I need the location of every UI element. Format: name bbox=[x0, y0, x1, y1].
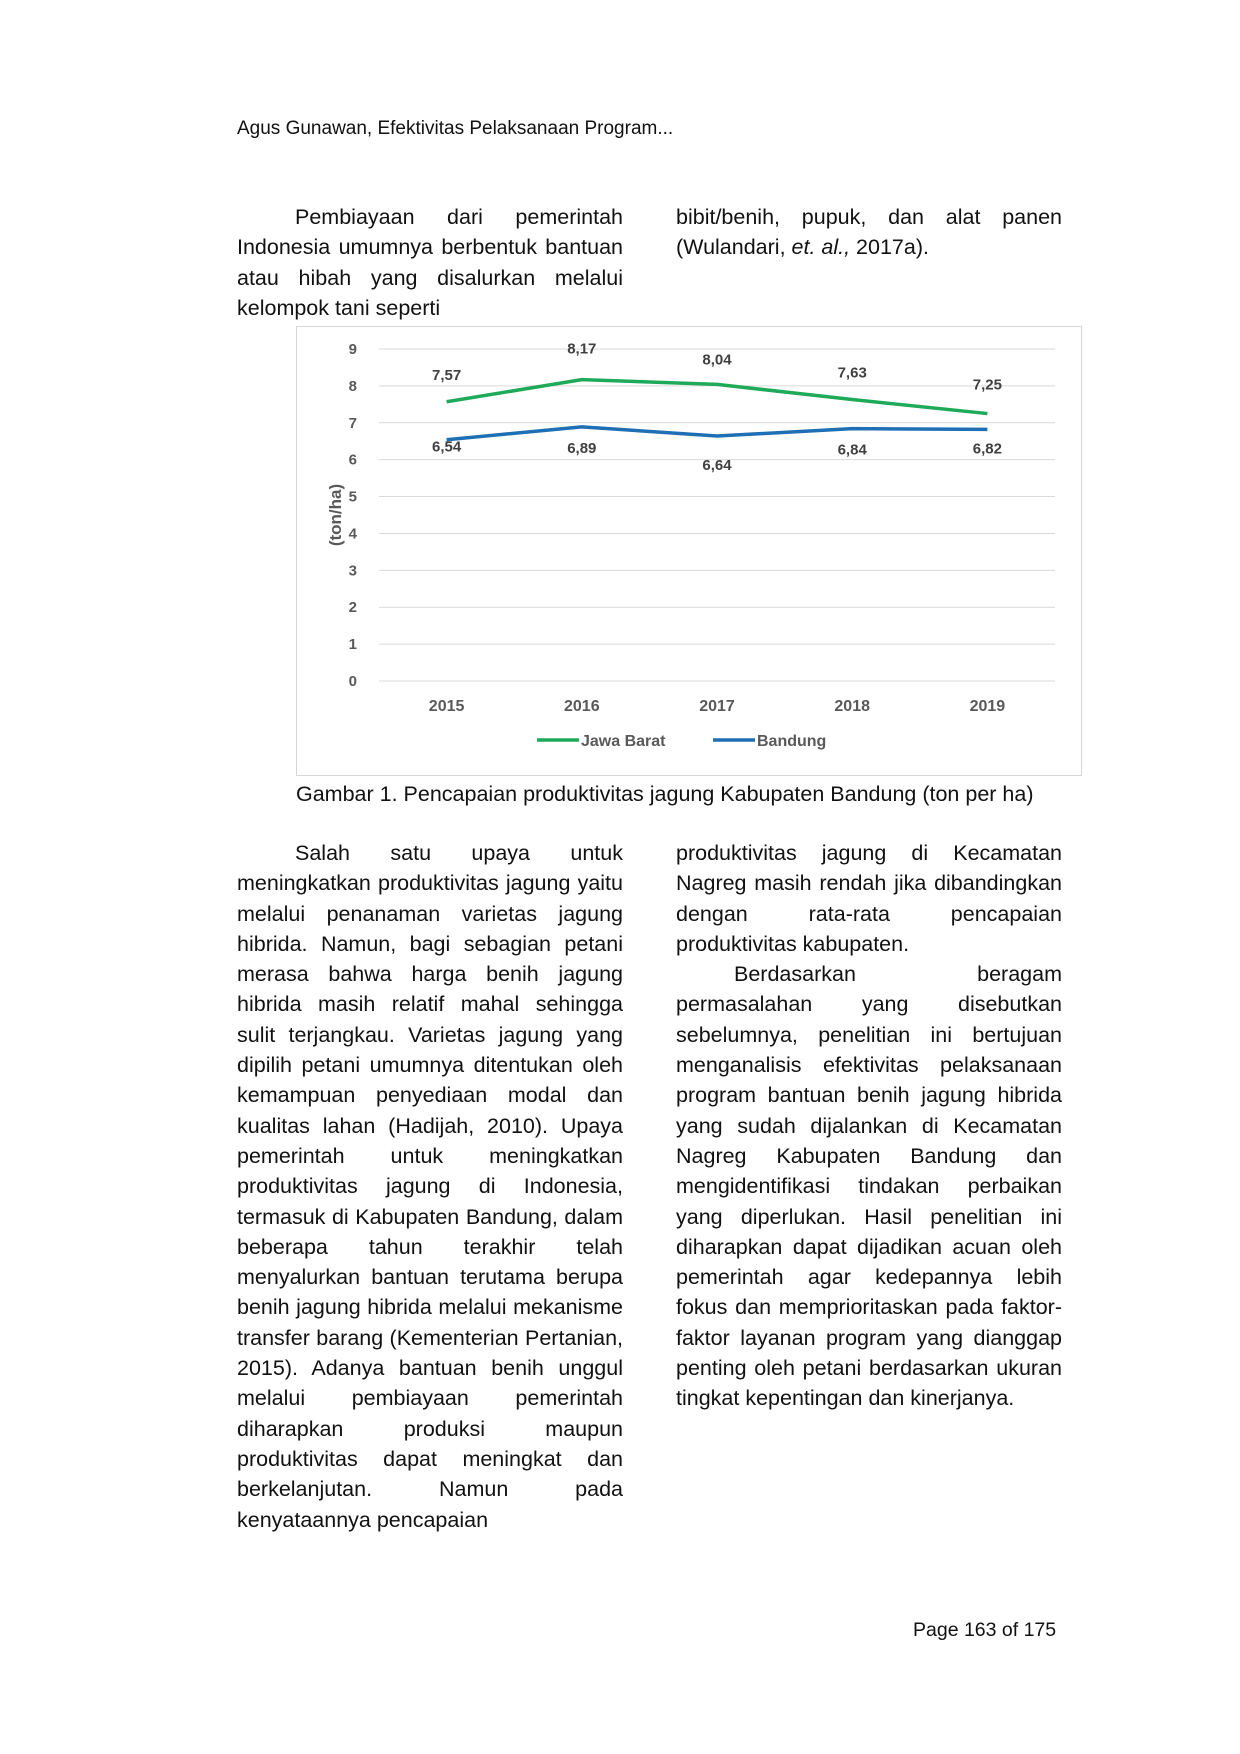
y-tick-label: 6 bbox=[348, 451, 357, 469]
y-tick-label: 2 bbox=[348, 599, 357, 617]
data-label: 7,57 bbox=[431, 366, 462, 384]
running-header: Agus Gunawan, Efektivitas Pelaksanaan Program... bbox=[237, 118, 674, 139]
data-label: 6,89 bbox=[567, 439, 597, 457]
italic-text: et. al., bbox=[791, 235, 851, 260]
figure-chart bbox=[296, 326, 1082, 776]
data-label: 6,64 bbox=[702, 457, 732, 475]
page-number: Page 163 of 175 bbox=[913, 1619, 1057, 1641]
y-tick-label: 7 bbox=[348, 414, 357, 432]
paragraph: Berdasarkan beragam permasalahan yang disebutkan sebelumnya, penelitian ini bertujuan menganalisis efektivitas pelaksanaan program bantuan benih jagung hibrida yang sudah dijalankan di Kecamatan Nagreg Kabupaten Bandung dan mengidentifikasi tindakan perbaikan yang diperlukan. Hasil penelitian ini diharapkan dapat dijadikan acuan oleh pemerintah agar kedepannya lebih fokus dan memprioritaskan pada faktor-faktor layanan program yang dianggap penting oleh petani berdasarkan ukuran tingkat kepentingan dan kinerjanya. bbox=[676, 962, 1062, 1411]
y-axis-label: (ton/ha) bbox=[326, 483, 345, 547]
y-tick-label: 1 bbox=[348, 636, 357, 654]
data-label: 7,25 bbox=[972, 376, 1003, 394]
paragraph: Pembiayaan dari pemerintah Indonesia umumnya berbentuk bantuan atau hibah yang disalurkan melalui kelompok tani seperti bbox=[237, 205, 623, 320]
data-label: 8,04 bbox=[702, 351, 732, 369]
paragraph: produktivitas jagung di Kecamatan Nagreg masih rendah jika dibandingkan dengan rata-rata pencapaian produktivitas kabupaten. bbox=[676, 841, 1062, 956]
data-label: 6,84 bbox=[837, 441, 867, 459]
figure-caption: Gambar 1. Pencapaian produktivitas jagung Kabupaten Bandung (ton per ha) bbox=[296, 782, 1034, 806]
x-tick-label: 2016 bbox=[564, 698, 600, 715]
series-line-jawa-barat bbox=[447, 380, 988, 414]
top-left-column bbox=[237, 202, 623, 323]
data-label: 7,63 bbox=[837, 364, 867, 382]
series-line-bandung bbox=[447, 427, 988, 440]
x-tick-label: 2018 bbox=[834, 698, 870, 715]
x-tick-label: 2017 bbox=[699, 698, 735, 715]
y-tick-label: 0 bbox=[348, 673, 357, 690]
line-chart bbox=[297, 327, 1081, 775]
data-label: 6,54 bbox=[431, 438, 462, 456]
text-run: 2017a). bbox=[850, 235, 929, 260]
paragraph bbox=[676, 202, 1062, 263]
y-tick-label: 3 bbox=[348, 562, 357, 580]
data-label: 6,82 bbox=[972, 440, 1003, 458]
text-run: bibit/benih, pupuk, dan alat panen (Wulandari, bbox=[676, 205, 1062, 260]
x-tick-label: 2015 bbox=[428, 698, 465, 715]
bottom-right-column bbox=[676, 838, 1062, 1414]
y-tick-label: 5 bbox=[348, 488, 357, 506]
legend-label: Jawa Barat bbox=[581, 733, 666, 750]
y-tick-label: 9 bbox=[348, 341, 357, 358]
bottom-left-column bbox=[237, 838, 623, 1535]
paragraph: Salah satu upaya untuk meningkatkan produktivitas jagung yaitu melalui penanaman varietas jagung hibrida. Namun, bagi sebagian petani merasa bahwa harga benih jagung hibrida masih relatif mahal sehingga sulit terjangkau. Varietas jagung yang dipilih petani umumnya ditentukan oleh kemampuan penyediaan modal dan kualitas lahan (Hadijah, 2010). Upaya pemerintah untuk meningkatkan produktivitas jagung di Indonesia, termasuk di Kabupaten Bandung, dalam beberapa tahun terakhir telah menyalurkan bantuan terutama berupa benih jagung hibrida melalui mekanisme transfer barang (Kementerian Pertanian, 2015). Adanya bantuan benih unggul melalui pembiayaan pemerintah diharapkan produksi maupun produktivitas dapat meningkat dan berkelanjutan. Namun pada kenyataannya pencapaian bbox=[237, 841, 623, 1532]
x-tick-label: 2019 bbox=[969, 698, 1006, 715]
data-label: 8,17 bbox=[567, 340, 597, 358]
top-right-column bbox=[676, 202, 1062, 263]
y-tick-label: 4 bbox=[348, 525, 357, 543]
legend-label: Bandung bbox=[757, 733, 827, 750]
y-tick-label: 8 bbox=[348, 377, 357, 395]
